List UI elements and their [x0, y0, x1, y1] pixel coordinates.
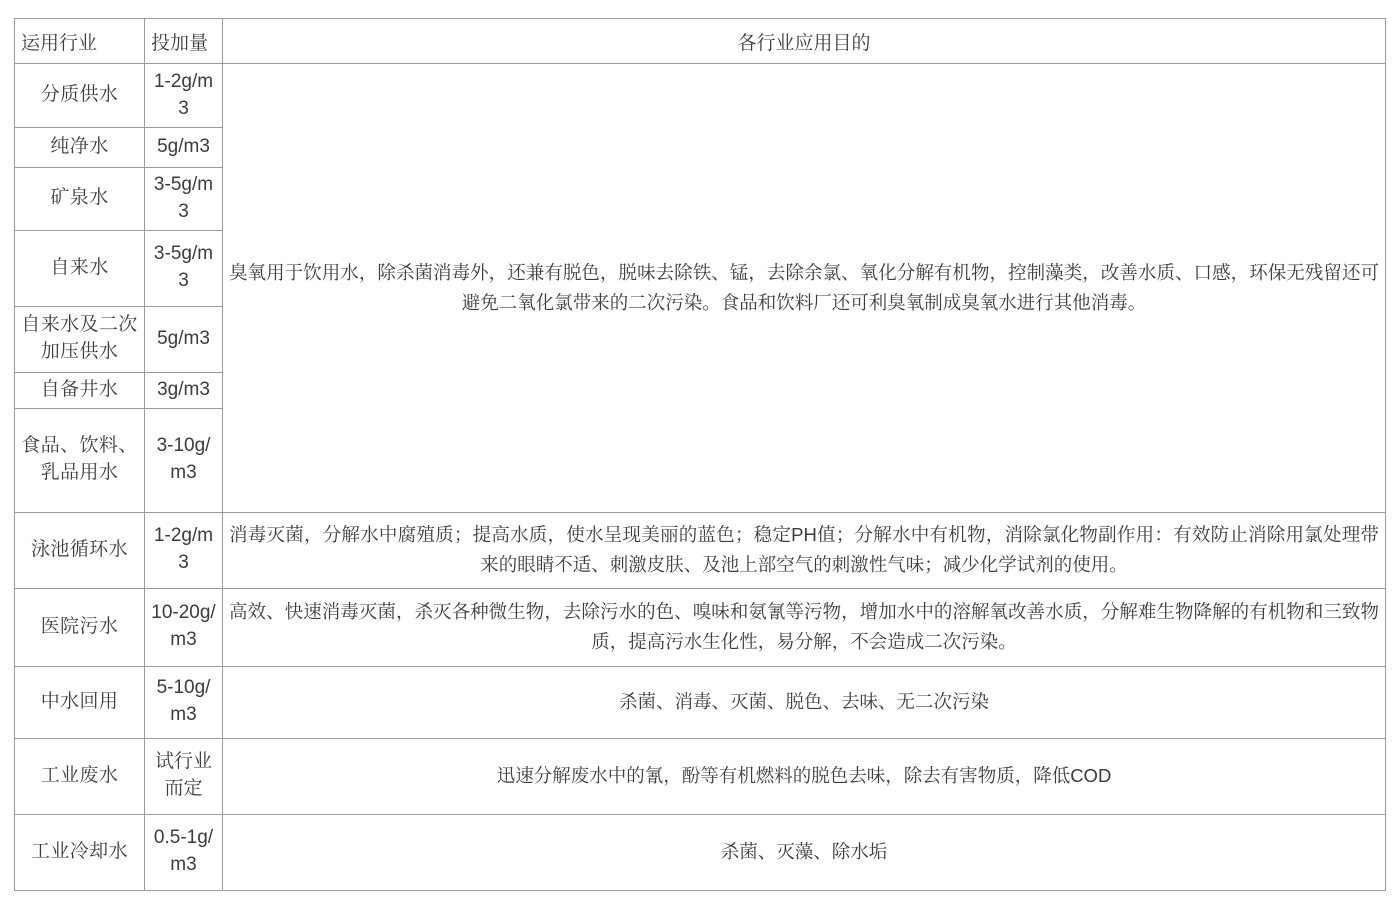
- cell-industry: 泳池循环水: [15, 512, 145, 588]
- cell-purpose-industrial-cooling-water: 杀菌、灭藻、除水垢: [223, 814, 1386, 890]
- cell-industry: 自来水: [15, 230, 145, 306]
- cell-industry: 自来水及二次加压供水: [15, 306, 145, 372]
- table-row: [15, 512, 1386, 588]
- cell-industry: 中水回用: [15, 666, 145, 738]
- cell-purpose-industrial-wastewater: 迅速分解废水中的氰，酚等有机燃料的脱色去味，除去有害物质，降低COD: [223, 738, 1386, 814]
- table-header: [15, 19, 1386, 64]
- column-header-purpose: 各行业应用目的: [223, 19, 1386, 64]
- cell-dose: 3-5g/m3: [145, 230, 223, 306]
- cell-dose: 5g/m3: [145, 306, 223, 372]
- cell-industry: 工业冷却水: [15, 814, 145, 890]
- cell-dose: 1-2g/m3: [145, 64, 223, 128]
- cell-industry: 医院污水: [15, 588, 145, 666]
- cell-dose: 10-20g/m3: [145, 588, 223, 666]
- cell-purpose-reclaimed-water: 杀菌、消毒、灭菌、脱色、去味、无二次污染: [223, 666, 1386, 738]
- cell-industry: 工业废水: [15, 738, 145, 814]
- cell-purpose-pool-water: 消毒灭菌，分解水中腐殖质；提高水质，使水呈现美丽的蓝色；稳定PH值；分解水中有机物，消除氯化物副作用：有效防止消除用氯处理带来的眼睛不适、刺激皮肤、及池上部空气的刺激性气味；减少化学试剂的使用。: [223, 512, 1386, 588]
- table-row: [15, 64, 1386, 128]
- table-row: [15, 738, 1386, 814]
- cell-industry: 纯净水: [15, 128, 145, 168]
- cell-dose: 3g/m3: [145, 372, 223, 408]
- cell-dose: 5g/m3: [145, 128, 223, 168]
- cell-dose: 3-10g/m3: [145, 408, 223, 512]
- cell-industry: 矿泉水: [15, 168, 145, 231]
- column-header-industry: 运用行业: [15, 19, 145, 64]
- cell-industry: 自备井水: [15, 372, 145, 408]
- cell-dose: 试行业而定: [145, 738, 223, 814]
- table-header-row: [15, 19, 1386, 64]
- cell-industry: 分质供水: [15, 64, 145, 128]
- cell-dose: 1-2g/m3: [145, 512, 223, 588]
- cell-dose: 3-5g/m3: [145, 168, 223, 231]
- table-row: [15, 666, 1386, 738]
- table-row: [15, 588, 1386, 666]
- table-row: [15, 814, 1386, 890]
- ozone-application-table: [14, 18, 1386, 891]
- cell-dose: 5-10g/m3: [145, 666, 223, 738]
- cell-industry: 食品、饮料、乳品用水: [15, 408, 145, 512]
- cell-purpose-hospital-sewage: 高效、快速消毒灭菌，杀灭各种微生物，去除污水的色、嗅味和氨氰等污物，增加水中的溶解氧改善水质，分解难生物降解的有机物和三致物质，提高污水生化性，易分解，不会造成二次污染。: [223, 588, 1386, 666]
- cell-dose: 0.5-1g/m3: [145, 814, 223, 890]
- table-body: [15, 64, 1386, 891]
- column-header-dose: 投加量: [145, 19, 223, 64]
- cell-purpose-drinking-water: 臭氧用于饮用水，除杀菌消毒外，还兼有脱色，脱味去除铁、锰，去除余氯、氧化分解有机物，控制藻类，改善水质、口感，环保无残留还可避免二氧化氯带来的二次污染。食品和饮料厂还可利臭氧制成臭氧水进行其他消毒。: [223, 64, 1386, 513]
